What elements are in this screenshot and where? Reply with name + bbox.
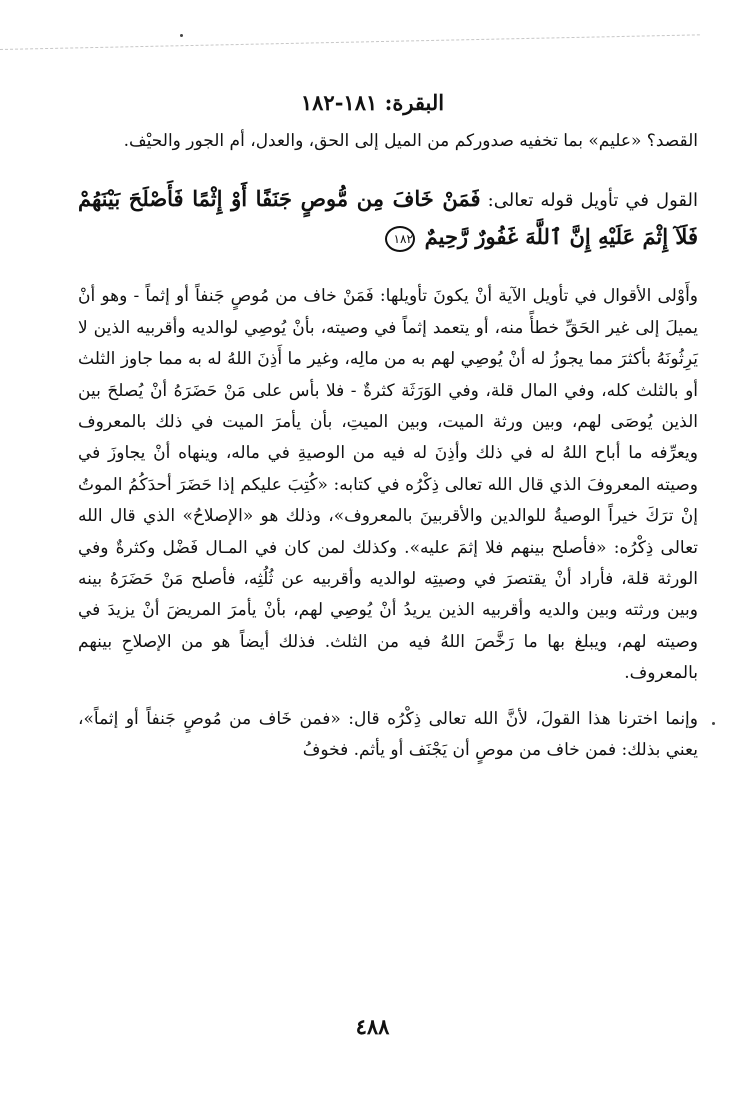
paragraph-4: وإنما اخترنا هذا القولَ، لأنَّ الله تعالى ذِكْرُه قال: «فمن خَاف من مُوصٍ جَنفاً أو إثماً»، يعني بذلك: فمن خاف من موصٍ أن يَجْنَف أو يأثم. فخوفُ	[78, 708, 698, 761]
paragraph-1: القصد؟ «عليم» بما تخفيه صدوركم من الميل إلى الحق، والعدل، أم الجور والحيْف.	[123, 131, 698, 151]
quran-verse: فَمَنْ خَافَ مِن مُّوصٍ جَنَفًا أَوْ إِثْمًا فَأَصْلَحَ بَيْنَهُمْ فَلَآ إِثْمَ عَلَيْهِ إِنَّ ٱللَّهَ غَفُورٌ رَّحِيمٌ	[78, 186, 698, 250]
scan-artifact-line	[0, 34, 700, 50]
verse-heading	[78, 181, 698, 257]
spacer	[78, 690, 698, 704]
ayah-number-marker: ١٨٢	[385, 226, 415, 252]
paragraph-3: وأَوْلى الأقوال في تأويل الآية أنْ يكونَ تأويلها: فَمَنْ خاف من مُوصٍ جَنفاً أو إثماً - وهو أنْ يميلَ إلى غير الحَقِّ خطأً منه، أو يتعمد إثماً في وصيته، بأنْ يُوصِي لوالديه وأقربيه الذين لا يَرِثُونَهُ بأكثرَ مما يجوزُ له أنْ يُوصِي لهم به من مالِه، وغير ما أَذِنَ اللهُ له به مما جاوز الثلث أو بالثلث كله، وفي المال قلة، وفي الوَرَثَة كثرةٌ - فلا بأس على مَنْ حَضَرَهُ أنْ يُصلحَ بين الذين يُوصَى لهم، وبين ورثة الميت، وبين الميتِ، بأن يأمرَ الميت في ذلك بالمعروف ويعرِّفه ما أباح اللهُ له في ذلك وأذِنَ له فيه من الوصيةِ في ماله، وينهاه أنْ يجاوزَ في وصيته المعروفَ الذي قال الله تعالى ذِكْرُه في كتابه: «كُتِبَ عليكم إذا حَضَرَ أحدَكُمُ الموتُ إنْ ترَكَ خيراً الوصيةُ للوالدين والأقربينَ بالمعروف»، وذلك هو «الإصلاحُ» الذي قال الله تعالى ذِكْرُه: «فأصلح بينهم فلا إثمَ عليه». وكذلك لمن كان في المـال فَضْل وكثرةٌ وفي الورثة قلة، فأراد أنْ يقتصرَ في وصيتِه لوالديه وأقربيه عن ثُلُثِه، فأصلح مَنْ حَضَرَهُ بينه وبين ورثته وبين والديه وأقربيه الذين يريدُ أنْ يُوصِي لهم، بأنْ يأمرَ المريضَ أنْ يزيدَ في وصيته لهم، ويبلغ بها ما رَخَّصَ اللهُ فيه من الثلث. فذلك أيضاً هو من الإصلاحِ بينهم بالمعروف.	[78, 286, 699, 684]
scan-speck	[180, 34, 183, 37]
main-text	[78, 126, 698, 767]
spacer	[78, 257, 698, 281]
verse-lead-text: القول في تأويل قوله تعالى:	[487, 190, 698, 212]
running-head: البقرة: ١٨١-١٨٢	[300, 90, 445, 115]
scan-speck	[712, 722, 715, 725]
page-number: ٤٨٨	[355, 1014, 390, 1039]
spacer	[78, 157, 698, 181]
